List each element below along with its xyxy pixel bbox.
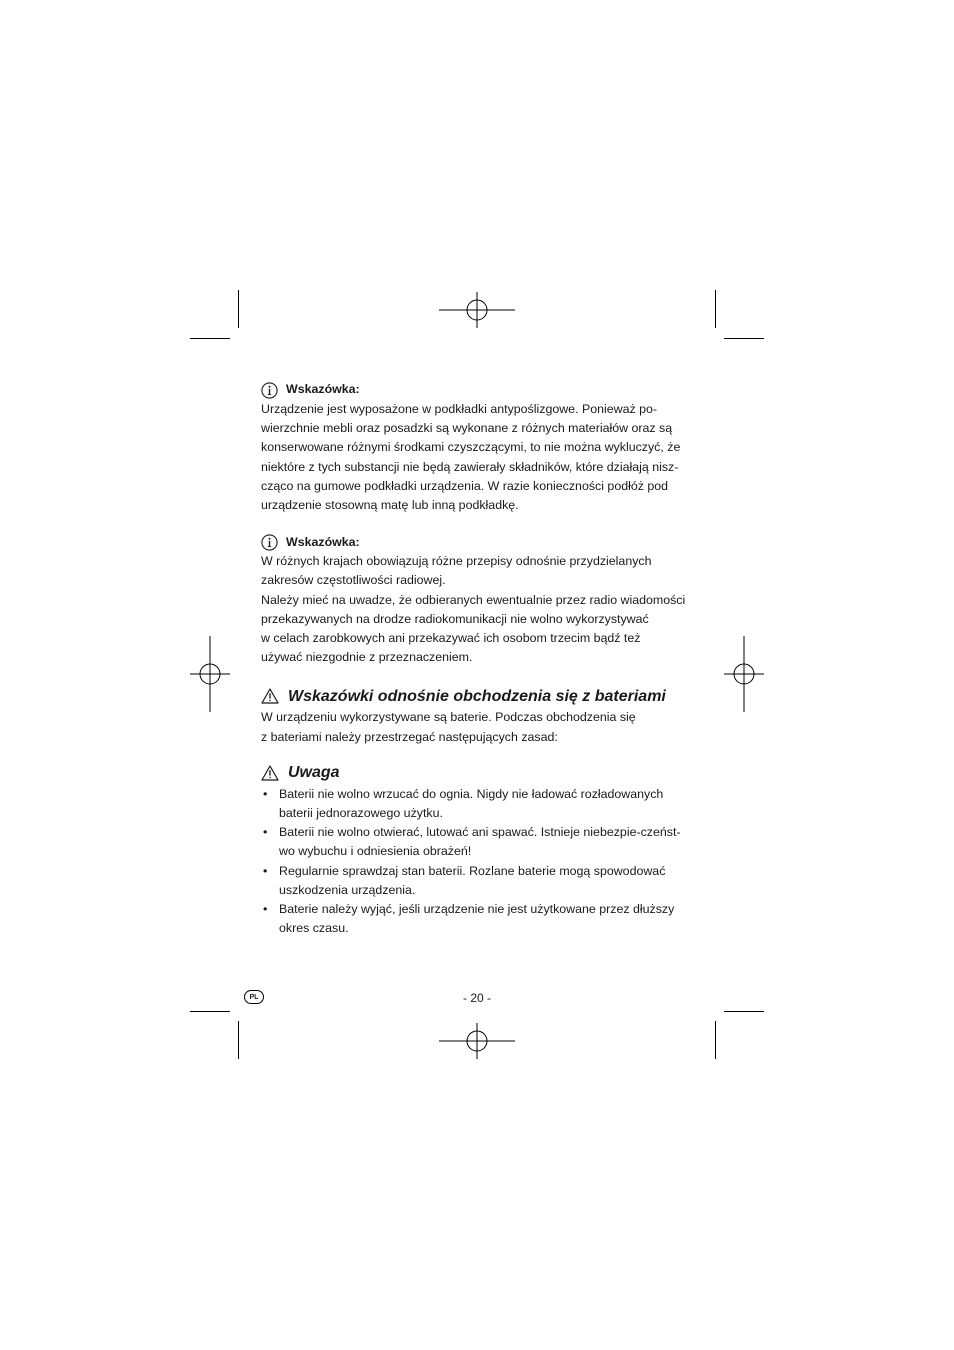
text-line: okres czasu.	[279, 921, 349, 936]
note-heading-label: Wskazówka:	[286, 534, 360, 549]
page-content	[261, 380, 693, 938]
info-icon	[261, 382, 278, 399]
text-line: Należy mieć na uwadze, że odbieranych ewentualnie przez radio wiadomości	[261, 592, 686, 607]
warning-heading	[261, 761, 693, 785]
crop-mark	[724, 1011, 764, 1012]
text-line: zakresów częstotliwości radiowej.	[261, 573, 446, 588]
text-line: W różnych krajach obowiązują różne przepisy odnośnie przydzielanych	[261, 554, 652, 569]
registration-mark-top	[439, 272, 515, 348]
note-text	[261, 552, 693, 667]
note-heading	[261, 380, 693, 400]
batteries-section	[261, 684, 693, 746]
text-line: • Regularnie sprawdzaj stan baterii. Rozlane baterie mogą spowodować	[279, 863, 666, 878]
info-icon	[261, 534, 278, 551]
crop-mark	[190, 338, 230, 339]
registration-mark-right	[706, 636, 782, 712]
warning-section	[261, 761, 693, 939]
language-badge: PL	[244, 990, 264, 1004]
text-line: z bateriami należy przestrzegać następujących zasad:	[261, 729, 558, 744]
text-line: wierzchnie mebli oraz posadzki są wykonane z różnych materiałów oraz są	[261, 421, 673, 436]
warning-list	[261, 785, 693, 939]
section-text	[261, 708, 693, 746]
crop-mark	[724, 338, 764, 339]
page-number: - 20 -	[462, 991, 491, 1005]
text-line: • Baterie należy wyjąć, jeśli urządzenie nie jest użytkowane przez dłuższy	[279, 902, 675, 917]
text-line: uszkodzenia urządzenia.	[279, 882, 416, 897]
section-heading	[261, 684, 693, 708]
section-heading-label: Wskazówki odnośnie obchodzenia się z bateriami	[288, 687, 666, 705]
warning-triangle-icon	[261, 765, 279, 781]
note-block	[261, 532, 693, 667]
note-block	[261, 380, 693, 515]
text-line: konserwowane różnymi środkami czyszczącymi, to nie można wykluczyć, że	[261, 440, 681, 455]
note-heading-label: Wskazówka:	[286, 382, 360, 397]
warning-heading-label: Uwaga	[288, 764, 340, 782]
text-line: przekazywanych na drodze radiokomunikacji nie wolno wykorzystywać	[261, 611, 649, 626]
text-line: używać niezgodnie z przeznaczeniem.	[261, 650, 473, 665]
text-line: W urządzeniu wykorzystywane są baterie. Podczas obchodzenia się	[261, 710, 636, 725]
list-item	[261, 900, 693, 938]
note-text	[261, 400, 693, 515]
text-line: w celach zarobkowych ani przekazywać ich osobom trzecim bądź też	[261, 631, 641, 646]
crop-mark	[715, 1021, 716, 1059]
crop-mark	[238, 290, 239, 328]
text-line: • Baterii nie wolno wrzucać do ognia. Nigdy nie ładować rozładowanych	[279, 786, 664, 801]
text-line: wo wybuchu i odniesienia obrażeń!	[279, 844, 472, 859]
list-item	[261, 785, 693, 823]
text-line: • Baterii nie wolno otwierać, lutować ani spawać. Istnieje niebezpie-czeńst-	[279, 825, 681, 840]
crop-mark	[190, 1011, 230, 1012]
list-item	[261, 862, 693, 900]
crop-mark	[238, 1021, 239, 1059]
registration-mark-left	[172, 636, 248, 712]
note-heading	[261, 532, 693, 552]
text-line: Urządzenie jest wyposażone w podkładki antypoślizgowe. Ponieważ po-	[261, 402, 658, 416]
text-line: niektóre z tych substancji nie będą zawierały składników, które działają nisz-	[261, 459, 679, 474]
text-line: cząco na gumowe podkładki urządzenia. W razie konieczności podłóż pod	[261, 478, 669, 493]
crop-mark	[715, 290, 716, 328]
list-item	[261, 823, 693, 861]
warning-triangle-icon	[261, 688, 279, 704]
registration-mark-bottom	[439, 1003, 515, 1079]
text-line: urządzenie stosowną matę lub inną podkładkę.	[261, 498, 519, 513]
text-line: baterii jednorazowego użytku.	[279, 806, 443, 821]
